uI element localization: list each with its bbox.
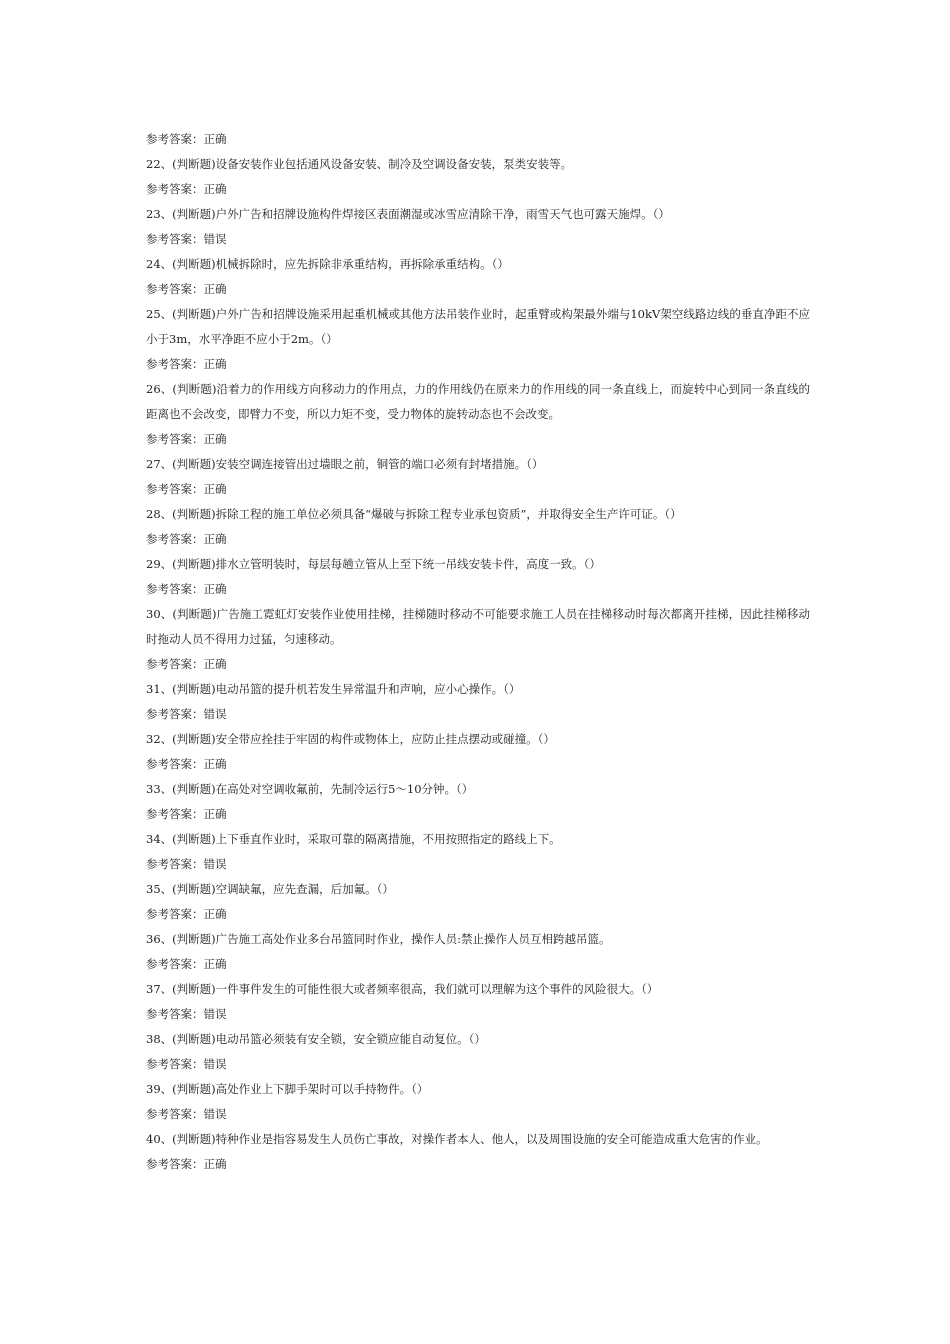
question-item [146,202,810,252]
question-item [146,777,810,827]
answer-line: 参考答案：错误 [146,1107,227,1121]
question-item [146,302,810,377]
question-text: 23、(判断题)户外广告和招牌设施构件焊接区表面潮湿或冰雪应清除干净，雨雪天气也可露天施焊。（） [146,207,670,221]
question-item [146,502,810,552]
answer-line: 参考答案：正确 [146,357,227,371]
answer-line: 参考答案：正确 [146,182,227,196]
question-text: 24、(判断题)机械拆除时，应先拆除非承重结构，再拆除承重结构。（） [146,257,509,271]
question-list [146,152,810,1177]
question-text: 25、(判断题)户外广告和招牌设施采用起重机械或其他方法吊装作业时，起重臂或构架最外端与10kV架空线路边线的垂直净距不应小于3m，水平净距不应小于2m。（） [146,307,810,346]
question-text: 30、(判断题)广告施工霓虹灯安装作业使用挂梯，挂梯随时移动不可能要求施工人员在挂梯移动时每次都离开挂梯，因此挂梯移动时拖动人员不得用力过猛，匀速移动。 [146,607,810,646]
answer-line: 参考答案：错误 [146,857,227,871]
question-text: 34、(判断题)上下垂直作业时，采取可靠的隔离措施，不用按照指定的路线上下。 [146,832,561,846]
question-text: 40、(判断题)特种作业是指容易发生人员伤亡事故，对操作者本人、他人，以及周围设施的安全可能造成重大危害的作业。 [146,1132,768,1146]
question-item [146,252,810,302]
question-text: 33、(判断题)在高处对空调收氟前，先制冷运行5～10分钟。（） [146,782,474,796]
question-text: 37、(判断题)一件事件发生的可能性很大或者频率很高，我们就可以理解为这个事件的风险很大。（） [146,982,659,996]
question-text: 31、(判断题)电动吊篮的提升机若发生异常温升和声响，应小心操作。（） [146,682,521,696]
question-item [146,602,810,677]
answer-line: 参考答案：错误 [146,707,227,721]
question-item [146,977,810,1027]
question-item [146,552,810,602]
question-text: 28、(判断题)拆除工程的施工单位必须具备“爆破与拆除工程专业承包资质”，并取得安全生产许可证。（） [146,507,682,521]
answer-line: 参考答案：正确 [146,907,227,921]
question-item [146,1027,810,1077]
answer-line: 参考答案：错误 [146,1007,227,1021]
question-item [146,377,810,452]
answer-line: 参考答案：正确 [146,282,227,296]
question-text: 26、(判断题)沿着力的作用线方向移动力的作用点，力的作用线仍在原来力的作用线的同一条直线上，而旋转中心到同一条直线的距离也不会改变，即臂力不变，所以力矩不变，受力物体的旋转动态也不会改变。 [146,382,810,421]
answer-line: 参考答案：正确 [146,957,227,971]
document-page [146,127,810,1177]
question-text: 36、(判断题)广告施工高处作业多台吊篮同时作业，操作人员:禁止操作人员互相跨越吊篮。 [146,932,611,946]
question-text: 35、(判断题)空调缺氟，应先查漏，后加氟。（） [146,882,394,896]
question-text: 27、(判断题)安装空调连接管出过墙眼之前，铜管的端口必须有封堵措施。（） [146,457,544,471]
question-text: 38、(判断题)电动吊篮必须装有安全锁，安全锁应能自动复位。（） [146,1032,486,1046]
question-item [146,1127,810,1177]
question-item [146,452,810,502]
answer-line: 参考答案：正确 [146,1157,227,1171]
answer-line: 参考答案：错误 [146,1057,227,1071]
question-item [146,877,810,927]
question-text: 29、(判断题)排水立管明装时，每层每趟立管从上至下统一吊线安装卡件，高度一致。（） [146,557,601,571]
answer-line: 参考答案：正确 [146,432,227,446]
question-item [146,677,810,727]
answer-line: 参考答案：正确 [146,482,227,496]
question-text: 32、(判断题)安全带应拴挂于牢固的构件或物体上，应防止挂点摆动或碰撞。（） [146,732,555,746]
answer-line: 参考答案：正确 [146,132,227,146]
question-text: 22、(判断题)设备安装作业包括通风设备安装、制冷及空调设备安装，泵类安装等。 [146,157,573,171]
answer-line: 参考答案：正确 [146,582,227,596]
answer-line: 参考答案：正确 [146,757,227,771]
question-item [146,152,810,202]
answer-line: 参考答案：正确 [146,657,227,671]
answer-line: 参考答案：正确 [146,532,227,546]
question-item [146,827,810,877]
answer-line: 参考答案：正确 [146,807,227,821]
question-item [146,927,810,977]
question-text: 39、(判断题)高处作业上下脚手架时可以手持物件。（） [146,1082,429,1096]
answer-line: 参考答案：错误 [146,232,227,246]
question-item [146,727,810,777]
question-item [146,1077,810,1127]
